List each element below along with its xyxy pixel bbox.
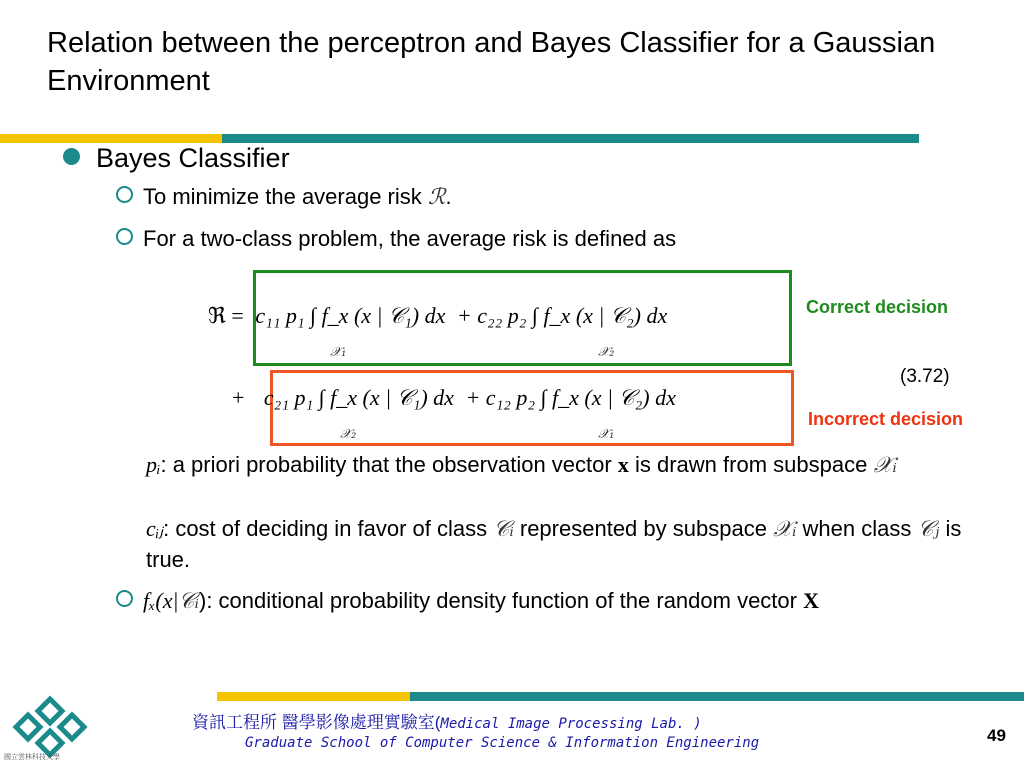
- bullet-bayes-classifier: Bayes Classifier: [63, 142, 290, 174]
- equation-row-1: ℜ = c₁₁ p₁ ∫ f_x (x | 𝒞₁) dx + c₂₂ p₂ ∫ f_x (x | 𝒞₂) dx: [208, 303, 668, 328]
- divider-teal-top: [222, 134, 919, 143]
- slide-title: Relation between the perceptron and Bayes Classifier for a Gaussian Environment: [47, 27, 936, 97]
- bullet-conditional-density: fₓ(x|𝒞ᵢ): conditional probability density function of the random vector X: [116, 586, 976, 617]
- divider-teal-bottom: [410, 692, 1024, 701]
- bullet-two-class: For a two-class problem, the average risk is defined as: [116, 225, 676, 253]
- definition-c: cᵢⱼ: cost of deciding in favor of class 𝒞ᵢ represented by subspace 𝒳ᵢ when class 𝒞ⱼ is true.: [146, 516, 962, 572]
- incorrect-decision-label: Incorrect decision: [808, 409, 964, 429]
- integral-subscript: 𝒳₂: [598, 345, 615, 360]
- hollow-circle-bullet-icon: [116, 228, 133, 245]
- hollow-circle-bullet-icon: [116, 186, 133, 203]
- definition-p: pᵢ: a priori probability that the observation vector x is drawn from subspace 𝒳ᵢ: [146, 452, 897, 478]
- equation-row-2: + c₂₁ p₁ ∫ f_x (x | 𝒞₁) dx + c₁₂ p₂ ∫ f_x (x | 𝒞₂) dx: [232, 385, 676, 410]
- integral-subscript: 𝒳₁: [598, 427, 615, 442]
- integral-subscript: 𝒳₁: [330, 345, 347, 360]
- filled-circle-bullet-icon: [63, 148, 80, 165]
- university-logo-icon: [10, 693, 90, 761]
- bullet-minimize-risk: To minimize the average risk ℛ.: [116, 183, 452, 212]
- correct-decision-label: Correct decision: [806, 297, 949, 317]
- equation-number: (3.72): [900, 366, 950, 387]
- divider-yellow-bottom: [217, 692, 410, 701]
- page-number: 49: [987, 726, 1006, 745]
- hollow-circle-bullet-icon: [116, 590, 133, 607]
- footer-school: Graduate School of Computer Science & Information Engineering: [245, 735, 760, 751]
- university-name: 國立雲林科技大學: [4, 754, 60, 761]
- footer-lab: 資訊工程所 醫學影像處理實驗室(Medical Image Processing Lab. ): [192, 713, 702, 732]
- integral-subscript: 𝒳₂: [340, 427, 357, 442]
